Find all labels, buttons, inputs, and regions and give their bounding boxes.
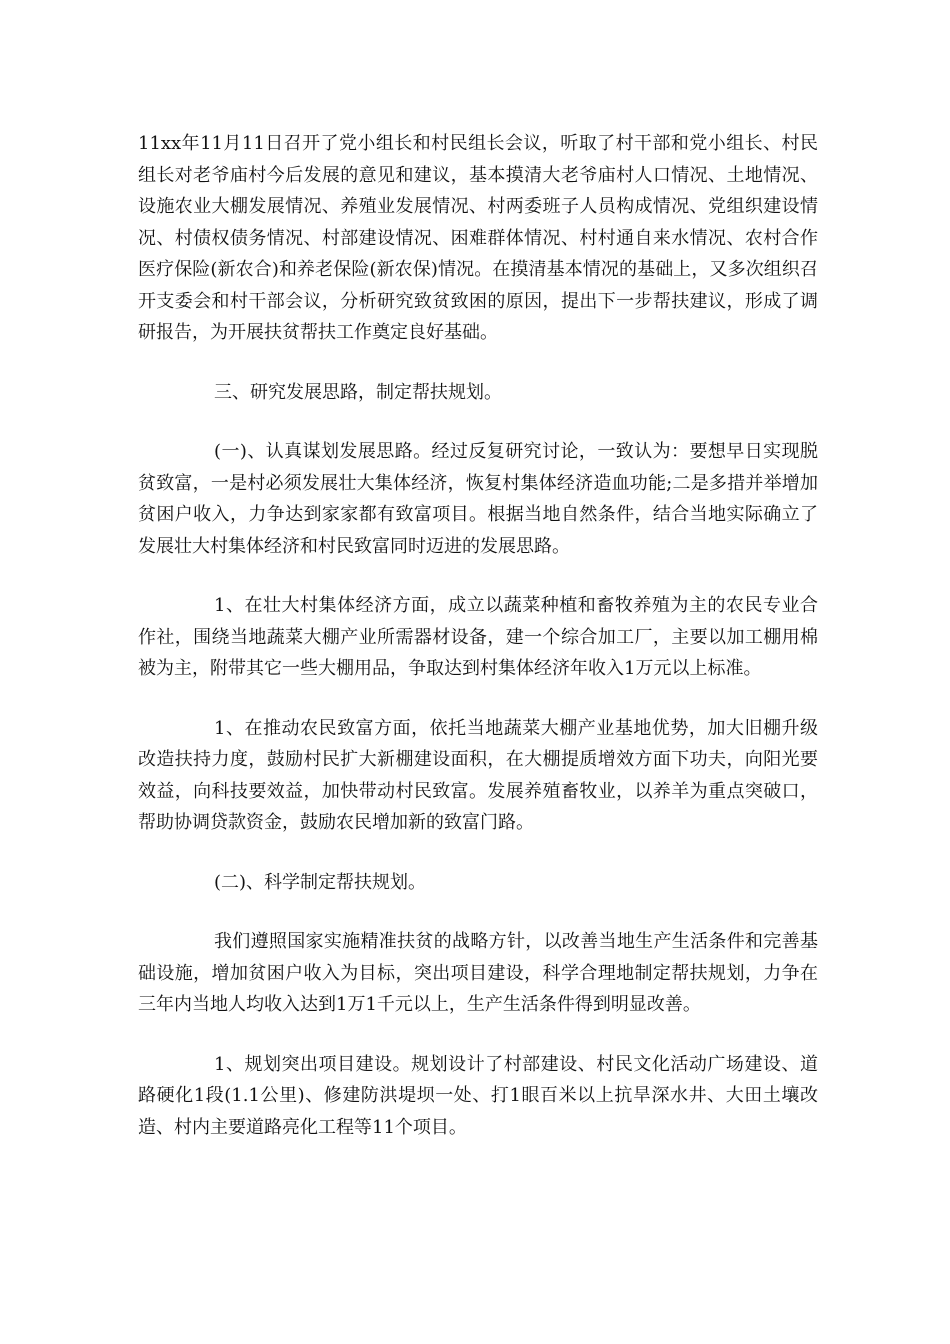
subsection-heading-two: (二)、科学制定帮扶规划。	[214, 871, 427, 893]
paragraph-poverty-strategy: 我们遵照国家实施精准扶贫的战略方针，以改善当地生产生活条件和完善基础设施，增加贫困户收入为目标，突出项目建设，科学合理地制定帮扶规划，力争在三年内当地人均收入达到1万1千元以上，生产生活条件得到明显改善。	[138, 931, 818, 1015]
paragraph-project-planning: 1、规划突出项目建设。规划设计了村部建设、村民文化活动广场建设、道路硬化1段(1.1公里)、修建防洪堤坝一处、打1眼百米以上抗旱深水井、大田土壤改造、村内主要道路亮化工程等11个项目。	[138, 1053, 818, 1138]
paragraph-survey-meeting: 11xx年11月11日召开了党小组长和村民组长会议，听取了村干部和党小组长、村民组长对老爷庙村今后发展的意见和建议，基本摸清大老爷庙村人口情况、土地情况、设施农业大棚发展情况、养殖业发展情况、村两委班子人员构成情况、党组织建设情况、村债权债务情况、村部建设情况、困难群体情况、村村通自来水情况、农村合作医疗保险(新农合)和养老保险(新农保)情况。在摸清基本情况的基础上，又多次组织召开支委会和村干部会议，分析研究致贫致困的原因，提出下一步帮扶建议，形成了调研报告，为开展扶贫帮扶工作奠定良好基础。	[138, 133, 818, 343]
paragraph-development-thinking: (一)、认真谋划发展思路。经过反复研究讨论，一致认为：要想早日实现脱贫致富，一是村必须发展壮大集体经济，恢复村集体经济造血功能;二是多措并举增加贫困户收入，力争达到家家都有致富项目。根据当地自然条件，结合当地实际确立了发展壮大村集体经济和村民致富同时迈进的发展思路。	[138, 441, 818, 557]
document-body	[138, 128, 818, 1171]
paragraph-collective-economy: 1、在壮大村集体经济方面，成立以蔬菜种植和畜牧养殖为主的农民专业合作社，围绕当地蔬菜大棚产业所需器材设备，建一个综合加工厂，主要以加工棚用棉被为主，附带其它一些大棚用品，争取达到村集体经济年收入1万元以上标准。	[138, 595, 818, 679]
section-heading-three: 三、研究发展思路，制定帮扶规划。	[214, 381, 502, 403]
paragraph-farmer-prosperity: 1、在推动农民致富方面，依托当地蔬菜大棚产业基地优势，加大旧棚升级改造扶持力度，鼓励村民扩大新棚建设面积，在大棚提质增效方面下功夫，向阳光要效益，向科技要效益，加快带动村民致富。发展养殖畜牧业，以养羊为重点突破口，帮助协调贷款资金，鼓励农民增加新的致富门路。	[138, 717, 818, 833]
